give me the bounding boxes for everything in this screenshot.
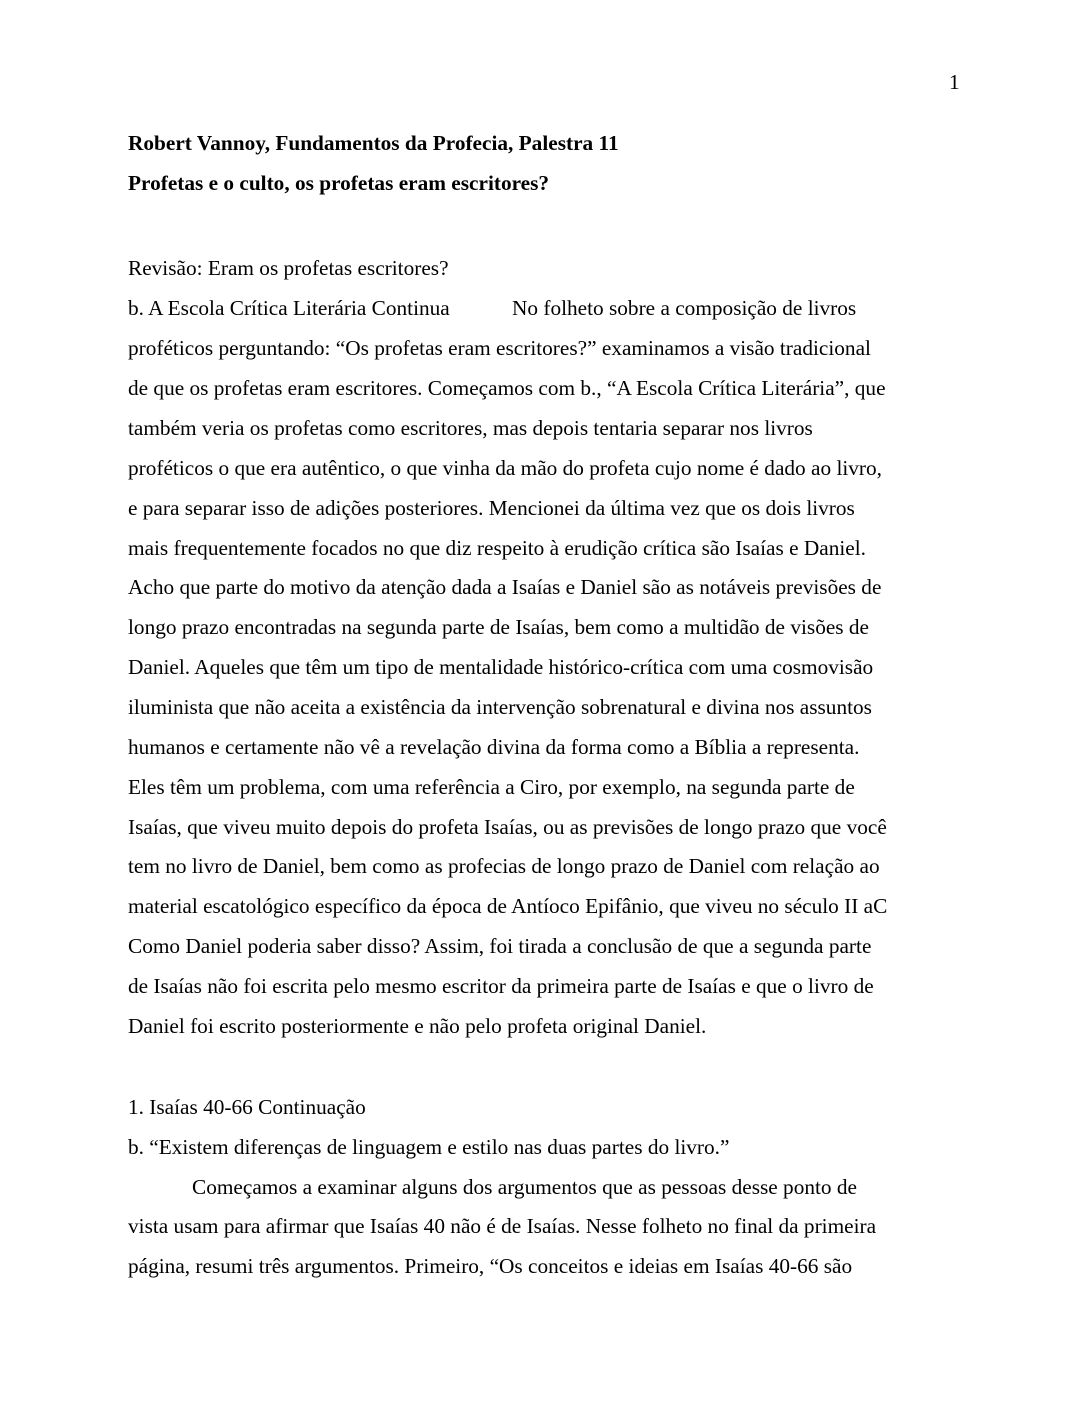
paragraph-line: Começamos a examinar alguns dos argumentos que as pessoas desse ponto de bbox=[192, 1175, 857, 1199]
section-1b-heading: b. “Existem diferenças de linguagem e estilo nas duas partes do livro.” bbox=[128, 1135, 730, 1159]
paragraph-line: mais frequentemente focados no que diz respeito à erudição crítica são Isaías e Daniel. bbox=[128, 536, 866, 560]
paragraph-line: e para separar isso de adições posteriores. Mencionei da última vez que os dois livros bbox=[128, 496, 855, 520]
paragraph-line: longo prazo encontradas na segunda parte de Isaías, bem como a multidão de visões de bbox=[128, 615, 870, 639]
page-number: 1 bbox=[949, 70, 960, 94]
section-b-heading: b. A Escola Crítica Literária Continua bbox=[128, 296, 450, 320]
paragraph-line: Acho que parte do motivo da atenção dada a Isaías e Daniel são as notáveis previsões de bbox=[128, 575, 882, 599]
paragraph-line: Como Daniel poderia saber disso? Assim, foi tirada a conclusão de que a segunda parte bbox=[128, 934, 872, 958]
paragraph-line: de que os profetas eram escritores. Começamos com b., “A Escola Crítica Literária”, que bbox=[128, 376, 886, 400]
paragraph-line: de Isaías não foi escrita pelo mesmo escritor da primeira parte de Isaías e que o livro de bbox=[128, 974, 874, 998]
paragraph-text: No folheto sobre a composição de livros bbox=[512, 296, 857, 320]
paragraph-line: iluminista que não aceita a existência da intervenção sobrenatural e divina nos assuntos bbox=[128, 695, 872, 719]
paragraph-line: página, resumi três argumentos. Primeiro, “Os conceitos e ideias em Isaías 40-66 são bbox=[128, 1254, 853, 1278]
review-heading: Revisão: Eram os profetas escritores? bbox=[128, 256, 449, 280]
document-title: Robert Vannoy, Fundamentos da Profecia, Palestra 11 bbox=[128, 131, 619, 155]
paragraph-line: material escatológico específico da época de Antíoco Epifânio, que viveu no século II aC bbox=[128, 894, 888, 918]
paragraph-line bbox=[128, 296, 958, 320]
paragraph-line: humanos e certamente não vê a revelação divina da forma como a Bíblia a representa. bbox=[128, 735, 860, 759]
document-subtitle: Profetas e o culto, os profetas eram escritores? bbox=[128, 171, 550, 195]
paragraph-line: vista usam para afirmar que Isaías 40 não é de Isaías. Nesse folheto no final da primeira bbox=[128, 1214, 877, 1238]
paragraph-line: também veria os profetas como escritores, mas depois tentaria separar nos livros bbox=[128, 416, 813, 440]
paragraph-line: Isaías, que viveu muito depois do profeta Isaías, ou as previsões de longo prazo que você bbox=[128, 815, 887, 839]
paragraph-line: Eles têm um problema, com uma referência a Ciro, por exemplo, na segunda parte de bbox=[128, 775, 855, 799]
paragraph-line: tem no livro de Daniel, bem como as profecias de longo prazo de Daniel com relação ao bbox=[128, 854, 880, 878]
section-1-heading: 1. Isaías 40-66 Continuação bbox=[128, 1095, 366, 1119]
paragraph-line: Daniel foi escrito posteriormente e não pelo profeta original Daniel. bbox=[128, 1014, 707, 1038]
paragraph-line: Daniel. Aqueles que têm um tipo de mentalidade histórico-crítica com uma cosmovisão bbox=[128, 655, 874, 679]
paragraph-line: proféticos o que era autêntico, o que vinha da mão do profeta cujo nome é dado ao livro, bbox=[128, 456, 883, 480]
paragraph-line: proféticos perguntando: “Os profetas eram escritores?” examinamos a visão tradicional bbox=[128, 336, 871, 360]
